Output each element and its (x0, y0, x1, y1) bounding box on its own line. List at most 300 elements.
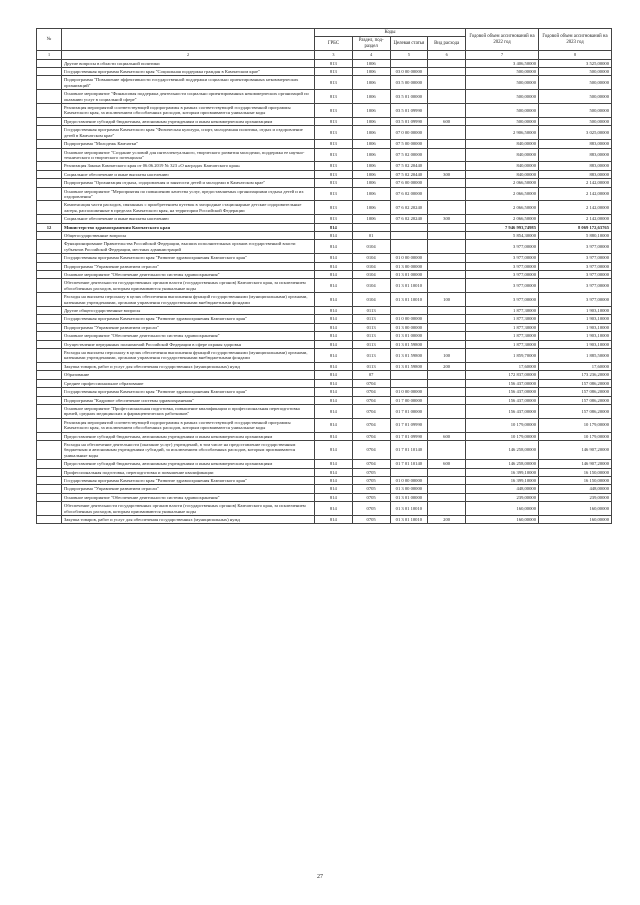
row-section-cell: 1006 (352, 68, 390, 76)
column-number: 2 (62, 51, 315, 59)
row-grbs-cell: 813 (315, 126, 353, 140)
row-vr-cell (428, 254, 466, 262)
row-sum-2023-cell: 3 977,00000 (539, 254, 612, 262)
row-number-cell: 12 (37, 223, 62, 231)
row-target-cell: 01 7 01 09990 (390, 418, 428, 432)
row-target-cell: 01 3 00 00000 (390, 262, 428, 270)
row-sum-2023-cell: 16 150,00000 (539, 468, 612, 476)
header-section: Раздел, под-раздел (352, 37, 390, 51)
row-section-cell: 0104 (352, 254, 390, 262)
row-number-cell (37, 90, 62, 104)
row-number-cell (37, 349, 62, 363)
row-grbs-cell: 814 (315, 440, 353, 459)
row-sum-2022-cell: 16 399,10000 (466, 476, 539, 484)
row-number-cell (37, 68, 62, 76)
row-sum-2023-cell: 3 977,00000 (539, 240, 612, 254)
header-no: № (37, 29, 62, 51)
table-row (37, 493, 612, 501)
row-name-cell: Подпрограмма "Молодежь Камчатки" (62, 140, 315, 148)
row-name-cell: Другие вопросы в области социальной политики (62, 59, 315, 67)
row-section-cell: 1006 (352, 140, 390, 148)
row-sum-2022-cell: 156 437,00000 (466, 388, 539, 396)
row-name-cell: Предоставление субсидий бюджетным, автономным учреждениям и иным некоммерческим организациям (62, 117, 315, 125)
row-grbs-cell: 814 (315, 240, 353, 254)
table-row (37, 231, 612, 239)
row-grbs-cell: 814 (315, 315, 353, 323)
column-number: 4 (352, 51, 390, 59)
row-sum-2022-cell: 840,00000 (466, 148, 539, 162)
row-grbs-cell: 813 (315, 90, 353, 104)
row-grbs-cell: 814 (315, 279, 353, 293)
table-row (37, 485, 612, 493)
row-vr-cell: 200 (428, 362, 466, 370)
row-target-cell: 01 3 01 00000 (390, 493, 428, 501)
table-row (37, 162, 612, 170)
row-name-cell: Основное мероприятие "Обеспечение деятельности системы здравоохранения" (62, 493, 315, 501)
row-vr-cell (428, 140, 466, 148)
row-number-cell (37, 460, 62, 468)
row-name-cell: Государственная программа Камчатского края "Развитие здравоохранения Камчатского края" (62, 388, 315, 396)
row-sum-2022-cell: 3 977,00000 (466, 293, 539, 307)
table-row (37, 315, 612, 323)
row-section-cell: 0705 (352, 485, 390, 493)
row-section-cell: 1006 (352, 117, 390, 125)
row-section-cell: 0704 (352, 432, 390, 440)
row-sum-2023-cell: 16 150,00000 (539, 476, 612, 484)
row-sum-2022-cell: 10 179,00000 (466, 418, 539, 432)
row-number-cell (37, 179, 62, 187)
row-sum-2023-cell: 3 025,00000 (539, 126, 612, 140)
row-grbs-cell: 814 (315, 340, 353, 348)
row-name-cell: Государственная программа Камчатского края "Развитие здравоохранения Камчатского края" (62, 476, 315, 484)
row-grbs-cell: 813 (315, 187, 353, 201)
row-grbs-cell: 813 (315, 68, 353, 76)
row-grbs-cell: 814 (315, 476, 353, 484)
row-number-cell (37, 340, 62, 348)
row-number-cell (37, 254, 62, 262)
row-sum-2023-cell: 1 903,10000 (539, 307, 612, 315)
row-section-cell: 0113 (352, 315, 390, 323)
row-sum-2022-cell: 16 399,10000 (466, 468, 539, 476)
row-section-cell: 1006 (352, 201, 390, 215)
row-target-cell: 01 3 01 10010 (390, 293, 428, 307)
row-vr-cell (428, 279, 466, 293)
row-sum-2023-cell: 1 903,10000 (539, 323, 612, 331)
row-grbs-cell: 814 (315, 379, 353, 387)
table-row (37, 293, 612, 307)
row-number-cell (37, 323, 62, 331)
row-sum-2022-cell: 239,00000 (466, 493, 539, 501)
row-name-cell: Реализация мероприятий соответствующей подпрограммы в рамках соответствующей государственной программы Камчатского края, за исключением обособленных расходов, которым присваиваются уникальные коды (62, 418, 315, 432)
table-row (37, 396, 612, 404)
row-sum-2023-cell: 3 977,00000 (539, 262, 612, 270)
row-name-cell: Основное мероприятие "Мероприятия по повышению качества услуг, предоставляемых организациями отдыха детей и их оздоровления" (62, 187, 315, 201)
row-number-cell (37, 215, 62, 223)
row-target-cell: 01 3 00 00000 (390, 485, 428, 493)
row-sum-2022-cell: 3 977,00000 (466, 271, 539, 279)
row-target-cell: 01 0 00 00000 (390, 388, 428, 396)
row-vr-cell (428, 340, 466, 348)
row-number-cell (37, 162, 62, 170)
budget-table (36, 28, 612, 524)
row-sum-2023-cell: 3 525,00000 (539, 59, 612, 67)
header-sum-2023: Годовой объем ассигнований на 2023 год (539, 29, 612, 51)
row-vr-cell (428, 231, 466, 239)
row-target-cell (390, 231, 428, 239)
row-sum-2022-cell: 448,00000 (466, 485, 539, 493)
row-grbs-cell: 814 (315, 404, 353, 418)
table-row (37, 76, 612, 90)
row-name-cell: Среднее профессиональное образование (62, 379, 315, 387)
row-name-cell: Подпрограмма "Повышение эффективности государственной поддержки социально ориентированных некоммерческих организаций" (62, 76, 315, 90)
row-name-cell: Функционирование Правительства Российской Федерации, высших исполнительных органов государственной власти субъектов Российской Федерации, местных администраций (62, 240, 315, 254)
row-sum-2023-cell: 8 069 172,63765 (539, 223, 612, 231)
row-sum-2022-cell: 1 859,70000 (466, 349, 539, 363)
row-sum-2022-cell: 146 258,00000 (466, 460, 539, 468)
row-number-cell (37, 293, 62, 307)
row-sum-2022-cell: 156 437,00000 (466, 379, 539, 387)
row-sum-2023-cell: 2 142,00000 (539, 179, 612, 187)
row-sum-2022-cell: 500,00000 (466, 68, 539, 76)
row-sum-2022-cell: 500,00000 (466, 104, 539, 118)
row-target-cell: 01 3 01 10010 (390, 502, 428, 516)
table-row (37, 126, 612, 140)
row-sum-2022-cell: 2 066,50000 (466, 187, 539, 201)
row-sum-2022-cell: 840,00000 (466, 162, 539, 170)
row-sum-2022-cell: 172 837,00000 (466, 371, 539, 379)
row-vr-cell (428, 379, 466, 387)
row-grbs-cell: 814 (315, 460, 353, 468)
row-section-cell: 1006 (352, 162, 390, 170)
row-number-cell (37, 201, 62, 215)
row-grbs-cell: 813 (315, 201, 353, 215)
row-number-cell (37, 516, 62, 524)
row-section-cell: 0704 (352, 404, 390, 418)
row-sum-2023-cell: 3 977,00000 (539, 293, 612, 307)
header-grbs: ГРБС (315, 37, 353, 51)
row-section-cell: 1006 (352, 59, 390, 67)
row-name-cell: Подпрограмма "Организация отдыха, оздоровления и занятости детей и молодежи в Камчатском крае" (62, 179, 315, 187)
table-row (37, 418, 612, 432)
row-number-cell (37, 104, 62, 118)
row-number-cell (37, 396, 62, 404)
row-sum-2022-cell: 500,00000 (466, 90, 539, 104)
row-section-cell: 0104 (352, 279, 390, 293)
table-row (37, 371, 612, 379)
row-vr-cell (428, 440, 466, 459)
row-vr-cell: 200 (428, 516, 466, 524)
row-target-cell: 01 7 00 00000 (390, 396, 428, 404)
row-name-cell: Основное мероприятие "Финансовая поддержка деятельности социально ориентированных некоммерческих организаций по оказанию услуг в социальной сфере" (62, 90, 315, 104)
column-number: 1 (37, 51, 62, 59)
row-sum-2022-cell: 7 946 993,74985 (466, 223, 539, 231)
column-number: 6 (428, 51, 466, 59)
row-sum-2022-cell: 2 066,50000 (466, 215, 539, 223)
row-section-cell: 1006 (352, 179, 390, 187)
row-sum-2023-cell: 146 907,20000 (539, 460, 612, 468)
row-sum-2022-cell: 3 406,50000 (466, 59, 539, 67)
column-number: 7 (466, 51, 539, 59)
row-vr-cell: 100 (428, 349, 466, 363)
row-section-cell: 1006 (352, 187, 390, 201)
row-vr-cell (428, 493, 466, 501)
row-vr-cell (428, 371, 466, 379)
row-sum-2022-cell: 1 877,30000 (466, 315, 539, 323)
row-sum-2023-cell: 146 907,20000 (539, 440, 612, 459)
row-number-cell (37, 262, 62, 270)
row-grbs-cell: 814 (315, 388, 353, 396)
row-vr-cell (428, 396, 466, 404)
row-sum-2023-cell: 1 903,10000 (539, 332, 612, 340)
row-section-cell: 0113 (352, 349, 390, 363)
row-section-cell: 0704 (352, 418, 390, 432)
row-sum-2023-cell: 157 086,20000 (539, 396, 612, 404)
row-sum-2022-cell: 840,00000 (466, 140, 539, 148)
row-sum-2022-cell: 3 977,00000 (466, 254, 539, 262)
row-sum-2023-cell: 160,00000 (539, 502, 612, 516)
table-row (37, 271, 612, 279)
row-name-cell: Профессиональная подготовка, переподготовка и повышение квалификации (62, 468, 315, 476)
row-sum-2022-cell: 146 258,00000 (466, 440, 539, 459)
row-target-cell: 01 3 01 00000 (390, 271, 428, 279)
row-vr-cell (428, 388, 466, 396)
row-grbs-cell: 813 (315, 179, 353, 187)
header-vr: Вид расхода (428, 37, 466, 51)
header-name (62, 29, 315, 51)
row-name-cell: Социальное обеспечение и иные выплаты населению (62, 215, 315, 223)
row-target-cell: 01 0 00 00000 (390, 254, 428, 262)
row-sum-2023-cell: 239,00000 (539, 493, 612, 501)
row-vr-cell: 600 (428, 117, 466, 125)
row-grbs-cell: 814 (315, 502, 353, 516)
row-sum-2022-cell: 160,00000 (466, 516, 539, 524)
row-sum-2023-cell: 3 977,00000 (539, 279, 612, 293)
row-sum-2023-cell: 160,00000 (539, 516, 612, 524)
row-target-cell (390, 59, 428, 67)
row-number-cell (37, 440, 62, 459)
row-sum-2023-cell: 157 086,20000 (539, 379, 612, 387)
row-sum-2022-cell: 840,00000 (466, 170, 539, 178)
header-sum-2022: Годовой объем ассигнований на 2022 год (466, 29, 539, 51)
row-vr-cell (428, 307, 466, 315)
row-name-cell: Подпрограмма "Управление развитием отрасли" (62, 262, 315, 270)
row-name-cell: Реализация Закона Камчатского края от 06.06.2019 № 323 «О наградах Камчатского края» (62, 162, 315, 170)
row-number-cell (37, 315, 62, 323)
table-row (37, 460, 612, 468)
row-sum-2023-cell: 3 977,00000 (539, 271, 612, 279)
table-header-row-top (37, 29, 612, 37)
table-row (37, 68, 612, 76)
row-section-cell: 0113 (352, 307, 390, 315)
row-sum-2023-cell: 10 179,00000 (539, 418, 612, 432)
row-target-cell: 03 5 00 00000 (390, 76, 428, 90)
row-target-cell: 03 5 01 09990 (390, 104, 428, 118)
row-number-cell (37, 468, 62, 476)
row-sum-2023-cell: 173 236,20000 (539, 371, 612, 379)
row-target-cell: 03 5 01 09990 (390, 117, 428, 125)
row-sum-2022-cell: 1 877,30000 (466, 332, 539, 340)
row-number-cell (37, 140, 62, 148)
row-number-cell (37, 371, 62, 379)
row-target-cell: 07 6 02 20240 (390, 215, 428, 223)
row-grbs-cell: 814 (315, 231, 353, 239)
row-vr-cell (428, 476, 466, 484)
row-grbs-cell: 814 (315, 396, 353, 404)
row-grbs-cell: 814 (315, 349, 353, 363)
row-vr-cell (428, 148, 466, 162)
row-number-cell (37, 126, 62, 140)
row-grbs-cell: 814 (315, 293, 353, 307)
row-section-cell: 1006 (352, 90, 390, 104)
row-section-cell: 0113 (352, 332, 390, 340)
column-number: 8 (539, 51, 612, 59)
row-sum-2022-cell: 1 877,30000 (466, 323, 539, 331)
row-sum-2023-cell: 1 903,10000 (539, 340, 612, 348)
row-sum-2023-cell: 1 903,10000 (539, 315, 612, 323)
row-vr-cell (428, 418, 466, 432)
row-target-cell: 07 6 02 20240 (390, 201, 428, 215)
row-name-cell: Государственная программа Камчатского края "Развитие здравоохранения Камчатского края" (62, 315, 315, 323)
row-name-cell: Осуществление переданных полномочий Российской Федерации в сфере охраны здоровья (62, 340, 315, 348)
row-target-cell: 07 5 02 00000 (390, 148, 428, 162)
table-row (37, 117, 612, 125)
table-row (37, 262, 612, 270)
table-row (37, 170, 612, 178)
row-target-cell: 03 5 01 00000 (390, 90, 428, 104)
row-name-cell: Основное мероприятие "Профессиональная подготовка, повышение квалификации и профессиональная переподготовка врачей, средних медицинских и фармацевтических работников" (62, 404, 315, 418)
row-grbs-cell: 814 (315, 468, 353, 476)
row-name-cell: Обеспечение деятельности государственных органов власти (государственных органов) Камчатского края, за исключением обособленных расходов, которым присваиваются уникальные коды (62, 502, 315, 516)
row-sum-2023-cell: 500,00000 (539, 76, 612, 90)
row-grbs-cell: 813 (315, 117, 353, 125)
row-name-cell: Основное мероприятие "Обеспечение деятельности системы здравоохранения" (62, 271, 315, 279)
table-row (37, 362, 612, 370)
table-row (37, 340, 612, 348)
row-section-cell: 1006 (352, 76, 390, 90)
row-sum-2023-cell: 883,00000 (539, 140, 612, 148)
row-target-cell: 01 3 01 59800 (390, 349, 428, 363)
row-sum-2022-cell: 500,00000 (466, 117, 539, 125)
row-sum-2022-cell: 1 877,30000 (466, 307, 539, 315)
row-name-cell: Основное мероприятие "Создание условий для интеллектуального, творческого развития молодежи, поддержка ее научно-технического и творческого потенциала" (62, 148, 315, 162)
table-row (37, 502, 612, 516)
row-name-cell: Предоставление субсидий бюджетным, автономным учреждениям и иным некоммерческим организациям (62, 460, 315, 468)
table-row (37, 179, 612, 187)
row-grbs-cell: 813 (315, 148, 353, 162)
row-target-cell: 03 0 00 00000 (390, 68, 428, 76)
row-sum-2023-cell: 500,00000 (539, 104, 612, 118)
table-row (37, 388, 612, 396)
row-section-cell: 01 (352, 231, 390, 239)
row-grbs-cell: 814 (315, 332, 353, 340)
row-section-cell: 0704 (352, 388, 390, 396)
row-section-cell: 1006 (352, 104, 390, 118)
row-target-cell: 01 7 01 09990 (390, 432, 428, 440)
row-grbs-cell: 814 (315, 362, 353, 370)
table-row (37, 404, 612, 418)
row-number-cell (37, 362, 62, 370)
table-row (37, 201, 612, 215)
row-target-cell: 01 3 00 00000 (390, 323, 428, 331)
row-number-cell (37, 307, 62, 315)
table-row (37, 332, 612, 340)
row-sum-2022-cell: 160,00000 (466, 502, 539, 516)
row-target-cell: 01 3 01 00000 (390, 332, 428, 340)
row-vr-cell (428, 262, 466, 270)
row-grbs-cell: 814 (315, 371, 353, 379)
row-section-cell: 1006 (352, 126, 390, 140)
row-grbs-cell: 814 (315, 223, 353, 231)
row-sum-2023-cell: 10 179,00000 (539, 432, 612, 440)
row-vr-cell (428, 90, 466, 104)
table-row (37, 307, 612, 315)
row-name-cell: Закупка товаров, работ и услуг для обеспечения государственных (муниципальных) нужд (62, 516, 315, 524)
row-sum-2022-cell: 156 437,00000 (466, 404, 539, 418)
row-number-cell (37, 148, 62, 162)
row-number-cell (37, 187, 62, 201)
row-vr-cell: 100 (428, 293, 466, 307)
row-vr-cell (428, 502, 466, 516)
table-row (37, 476, 612, 484)
table-row (37, 254, 612, 262)
row-sum-2022-cell: 1 877,30000 (466, 340, 539, 348)
row-sum-2022-cell: 2 066,50000 (466, 201, 539, 215)
row-name-cell: Реализация мероприятий соответствующей подпрограммы в рамках соответствующей государственной программы Камчатского края, за исключением обособленных расходов, которым присваиваются уникальные коды (62, 104, 315, 118)
row-target-cell: 07 5 00 00000 (390, 140, 428, 148)
row-sum-2023-cell: 448,00000 (539, 485, 612, 493)
row-target-cell: 07 6 02 00000 (390, 187, 428, 201)
row-name-cell: Государственная программа Камчатского края "Физическая культура, спорт, молодежная политика, отдых и оздоровление детей в Камчатском крае" (62, 126, 315, 140)
row-sum-2022-cell: 3 977,00000 (466, 262, 539, 270)
row-vr-cell (428, 126, 466, 140)
row-number-cell (37, 485, 62, 493)
row-vr-cell (428, 162, 466, 170)
column-number: 3 (315, 51, 353, 59)
row-sum-2022-cell: 5 854,30000 (466, 231, 539, 239)
row-vr-cell (428, 201, 466, 215)
row-sum-2022-cell: 3 977,00000 (466, 279, 539, 293)
row-section-cell: 1006 (352, 148, 390, 162)
table-row (37, 349, 612, 363)
row-vr-cell (428, 404, 466, 418)
column-number: 5 (390, 51, 428, 59)
row-target-cell (390, 468, 428, 476)
row-name-cell: Социальное обеспечение и иные выплаты населению (62, 170, 315, 178)
row-section-cell: 0113 (352, 340, 390, 348)
row-name-cell: Расходы на выплаты персоналу в целях обеспечения выполнения функций государственными (муниципальными) органами, казенными учреждениями, органами управления государственными внебюджетными фондами (62, 349, 315, 363)
row-number-cell (37, 379, 62, 387)
row-vr-cell (428, 187, 466, 201)
row-name-cell: Общегосударственные вопросы (62, 231, 315, 239)
row-grbs-cell: 813 (315, 140, 353, 148)
table-row (37, 187, 612, 201)
row-grbs-cell: 814 (315, 418, 353, 432)
row-vr-cell (428, 485, 466, 493)
row-sum-2023-cell: 157 086,20000 (539, 388, 612, 396)
row-vr-cell (428, 59, 466, 67)
row-vr-cell (428, 76, 466, 90)
row-grbs-cell: 813 (315, 162, 353, 170)
row-number-cell (37, 332, 62, 340)
row-section-cell: 0113 (352, 323, 390, 331)
row-number-cell (37, 388, 62, 396)
row-section-cell: 0705 (352, 516, 390, 524)
row-section-cell: 0705 (352, 476, 390, 484)
row-sum-2023-cell: 1 885,50000 (539, 349, 612, 363)
row-section-cell: 0113 (352, 362, 390, 370)
column-number-row (37, 51, 612, 59)
row-sum-2023-cell: 2 142,00000 (539, 187, 612, 201)
